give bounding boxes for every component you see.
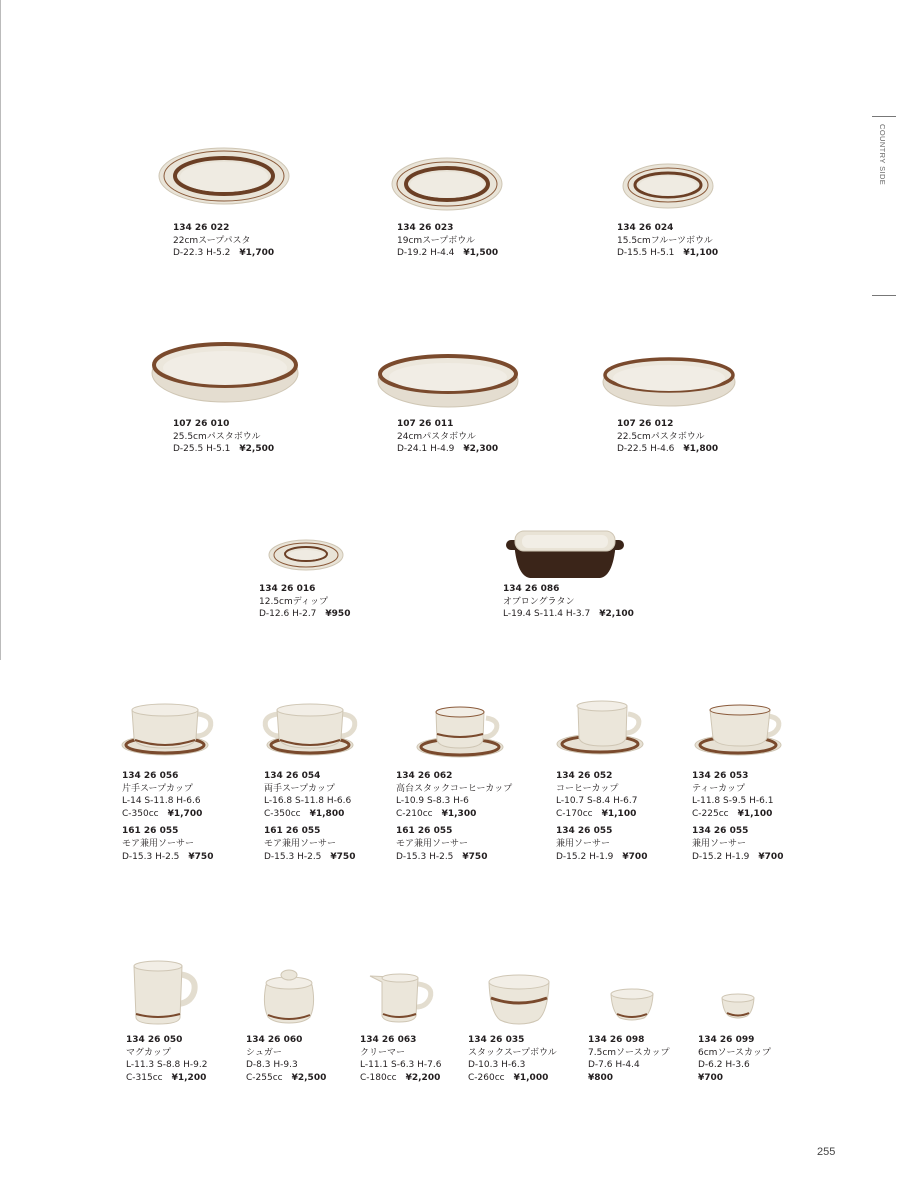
product-price: ¥1,000: [513, 1072, 549, 1083]
product-image-mug: [128, 958, 202, 1026]
section-tab-top-rule: [872, 116, 896, 117]
product-spec: L-16.8 S-11.8 H-6.6: [264, 796, 352, 807]
saucer-name: モア兼用ソーサー: [122, 838, 195, 849]
product-caption: [396, 770, 512, 863]
product-capacity: C-180cc: [360, 1072, 397, 1083]
saucer-spec: D-15.2 H-1.9: [692, 851, 750, 862]
product-image-oblong-gratin: [506, 528, 624, 580]
product-image-sauce-cup-75: [608, 986, 656, 1022]
product-caption: [617, 222, 718, 260]
product-code: 134 26 016: [259, 584, 316, 594]
product-caption: [246, 1034, 326, 1084]
product-price: ¥950: [325, 609, 351, 620]
product-caption: [173, 222, 274, 260]
saucer-spec: D-15.2 H-1.9: [556, 851, 614, 862]
product-spec: L-10.7 S-8.4 H-6.7: [556, 796, 638, 807]
product-name: 片手スープカップ: [122, 783, 193, 794]
product-capacity: C-260cc: [468, 1072, 505, 1083]
product-caption: [503, 583, 634, 621]
product-caption: [122, 770, 213, 863]
saucer-code: 134 26 055: [556, 826, 613, 837]
product-code: 107 26 012: [617, 419, 674, 429]
saucer-price: ¥750: [188, 851, 214, 862]
product-code: 134 26 086: [503, 584, 560, 594]
saucer-code: 161 26 055: [396, 826, 453, 837]
product-spec: L-11.3 S-8.8 H-9.2: [126, 1060, 208, 1071]
product-code: 107 26 011: [397, 419, 454, 429]
product-code: 134 26 098: [588, 1035, 645, 1045]
product-name: シュガー: [246, 1047, 282, 1058]
product-image-dip-12: [268, 537, 344, 573]
product-name: 6cmソースカップ: [698, 1047, 771, 1058]
product-spec: L-11.1 S-6.3 H-7.6: [360, 1060, 442, 1071]
product-name: 両手スープカップ: [264, 783, 335, 794]
saucer-spec: D-15.3 H-2.5: [122, 851, 180, 862]
product-code: 134 26 023: [397, 223, 454, 233]
product-caption: [126, 1034, 207, 1084]
saucer-name: 兼用ソーサー: [692, 838, 747, 849]
product-image-soup-pasta-22: [158, 145, 290, 207]
product-image-sauce-cup-6: [720, 992, 756, 1020]
product-spec: D-25.5 H-5.1: [173, 444, 231, 455]
product-spec: D-22.3 H-5.2: [173, 248, 231, 259]
product-name: 15.5cmフルーツボウル: [617, 235, 713, 246]
product-price: ¥1,100: [683, 248, 719, 259]
saucer-price: ¥750: [330, 851, 356, 862]
product-name: スタックスープボウル: [468, 1047, 557, 1058]
product-caption: [397, 222, 498, 260]
product-caption: [360, 1034, 441, 1084]
product-caption: [468, 1034, 557, 1084]
product-image-sugar-pot: [260, 965, 318, 1025]
product-capacity: C-210cc: [396, 808, 433, 819]
saucer-name: モア兼用ソーサー: [264, 838, 337, 849]
product-name: 高台スタックコーヒーカップ: [396, 783, 513, 794]
product-name: 12.5cmディップ: [259, 596, 329, 607]
saucer-spec: D-15.3 H-2.5: [264, 851, 322, 862]
product-image-soup-bowl-19: [391, 155, 503, 213]
product-spec: D-15.5 H-5.1: [617, 248, 675, 259]
product-name: ティーカップ: [692, 783, 746, 794]
product-price: ¥1,500: [463, 248, 499, 259]
product-spec: L-19.4 S-11.4 H-3.7: [503, 609, 591, 620]
product-caption: [556, 770, 647, 863]
product-price: ¥700: [698, 1072, 724, 1083]
product-name: 22cmスープパスタ: [173, 235, 251, 246]
product-name: 19cmスープボウル: [397, 235, 475, 246]
product-capacity: C-170cc: [556, 808, 593, 819]
product-image-pasta-bowl-25: [151, 337, 299, 403]
product-image-pasta-bowl-24: [377, 349, 519, 409]
product-price: ¥1,700: [239, 248, 275, 259]
section-tab: [868, 116, 900, 296]
product-image-double-handle-soup-cup: [258, 700, 362, 758]
product-code: 134 26 063: [360, 1035, 417, 1045]
product-capacity: C-315cc: [126, 1072, 163, 1083]
product-spec: D-24.1 H-4.9: [397, 444, 455, 455]
product-name: クリーマー: [360, 1047, 406, 1058]
product-code: 134 26 062: [396, 771, 453, 781]
product-image-single-handle-soup-cup: [120, 700, 216, 758]
product-price: ¥1,200: [171, 1072, 207, 1083]
product-capacity: C-255cc: [246, 1072, 283, 1083]
product-price: ¥1,300: [441, 808, 477, 819]
product-name: 22.5cmパスタボウル: [617, 431, 705, 442]
product-price: ¥2,500: [239, 444, 275, 455]
saucer-code: 161 26 055: [122, 826, 179, 837]
product-spec: D-8.3 H-9.3: [246, 1060, 298, 1071]
product-image-stack-soup-bowl: [486, 972, 552, 1026]
left-margin-rule: [0, 0, 1, 660]
product-capacity: C-225cc: [692, 808, 729, 819]
product-spec: D-6.2 H-3.6: [698, 1060, 750, 1071]
product-price: ¥1,800: [309, 808, 345, 819]
product-image-creamer: [368, 970, 436, 1024]
product-spec: D-22.5 H-4.6: [617, 444, 675, 455]
product-image-coffee-cup: [556, 698, 648, 758]
product-image-stack-coffee-cup: [414, 704, 510, 760]
product-capacity: C-350cc: [264, 808, 301, 819]
product-spec: L-10.9 S-8.3 H-6: [396, 796, 469, 807]
page-number: 255: [817, 1146, 836, 1158]
product-image-fruit-bowl-15: [622, 161, 714, 211]
product-price: ¥2,300: [463, 444, 499, 455]
product-code: 134 26 052: [556, 771, 613, 781]
product-caption: [264, 770, 355, 863]
product-name: オブロングラタン: [503, 596, 575, 607]
product-code: 134 26 060: [246, 1035, 303, 1045]
product-code: 134 26 056: [122, 771, 179, 781]
product-caption: [617, 418, 718, 456]
saucer-code: 134 26 055: [692, 826, 749, 837]
product-price: ¥1,100: [601, 808, 637, 819]
product-price: ¥1,100: [737, 808, 773, 819]
product-name: マグカップ: [126, 1047, 171, 1058]
saucer-price: ¥700: [622, 851, 648, 862]
saucer-name: 兼用ソーサー: [556, 838, 611, 849]
saucer-code: 161 26 055: [264, 826, 321, 837]
product-caption: [588, 1034, 670, 1084]
product-name: 24cmパスタボウル: [397, 431, 476, 442]
product-code: 134 26 050: [126, 1035, 183, 1045]
product-code: 107 26 010: [173, 419, 230, 429]
product-code: 134 26 099: [698, 1035, 755, 1045]
product-spec: L-14 S-11.8 H-6.6: [122, 796, 201, 807]
saucer-spec: D-15.3 H-2.5: [396, 851, 454, 862]
section-tab-label: COUNTRY SIDE: [878, 124, 887, 186]
product-capacity: C-350cc: [122, 808, 159, 819]
product-price: ¥1,800: [683, 444, 719, 455]
product-image-pasta-bowl-22: [602, 352, 736, 408]
product-code: 134 26 053: [692, 771, 749, 781]
saucer-name: モア兼用ソーサー: [396, 838, 469, 849]
product-name: 25.5cmパスタボウル: [173, 431, 261, 442]
product-caption: [397, 418, 498, 456]
product-code: 134 26 035: [468, 1035, 525, 1045]
product-price: ¥800: [588, 1072, 614, 1083]
product-caption: [259, 583, 350, 621]
saucer-price: ¥700: [758, 851, 784, 862]
product-name: コーヒーカップ: [556, 783, 619, 794]
product-price: ¥2,200: [405, 1072, 441, 1083]
product-caption: [698, 1034, 771, 1084]
product-image-tea-cup: [694, 702, 786, 758]
product-code: 134 26 054: [264, 771, 321, 781]
product-spec: D-19.2 H-4.4: [397, 248, 455, 259]
product-code: 134 26 024: [617, 223, 674, 233]
product-spec: L-11.8 S-9.5 H-6.1: [692, 796, 774, 807]
product-spec: D-10.3 H-6.3: [468, 1060, 526, 1071]
section-tab-bottom-rule: [872, 295, 896, 296]
product-caption: [173, 418, 274, 456]
product-price: ¥2,500: [291, 1072, 327, 1083]
product-price: ¥2,100: [599, 609, 634, 620]
product-code: 134 26 022: [173, 223, 230, 233]
product-spec: D-7.6 H-4.4: [588, 1060, 640, 1071]
product-name: 7.5cmソースカップ: [588, 1047, 670, 1058]
product-spec: D-12.6 H-2.7: [259, 609, 317, 620]
saucer-price: ¥750: [462, 851, 488, 862]
product-caption: [692, 770, 783, 863]
product-price: ¥1,700: [167, 808, 203, 819]
